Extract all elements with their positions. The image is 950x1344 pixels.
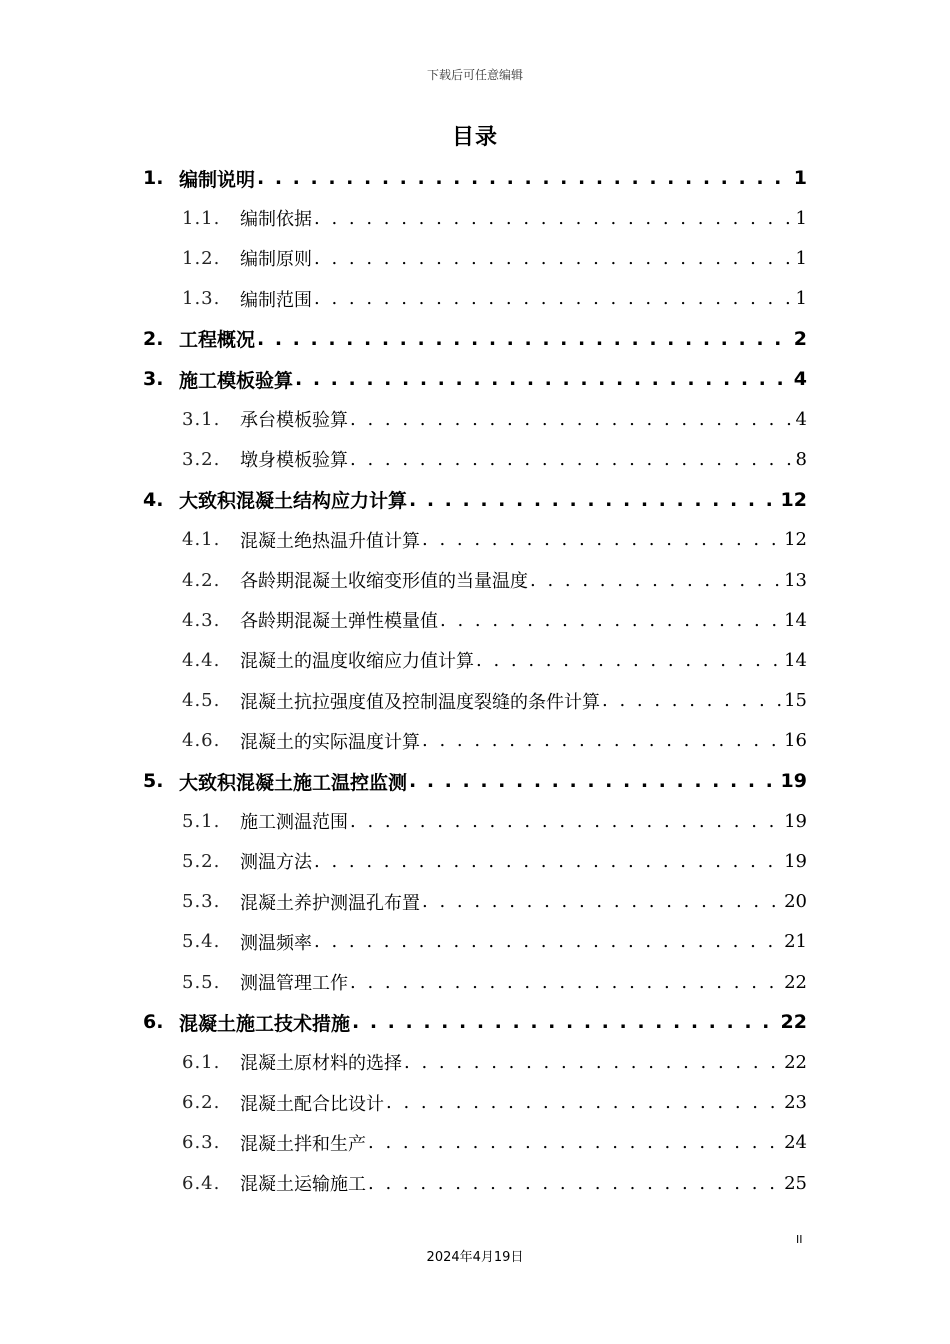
toc-entry-number: 4.4. (182, 649, 221, 671)
toc-dot-leader (312, 208, 794, 229)
toc-entry[interactable] (143, 158, 807, 198)
toc-entry[interactable] (182, 1123, 807, 1163)
toc-dot-leader (420, 730, 782, 751)
toc-entry[interactable] (182, 399, 807, 439)
toc-entry[interactable] (182, 1083, 807, 1123)
toc-dot-leader (255, 167, 792, 189)
toc-entry[interactable] (182, 520, 807, 560)
toc-entry-number: 4. (143, 488, 164, 511)
toc-entry[interactable] (182, 439, 807, 479)
toc-entry-page: 12 (784, 529, 807, 551)
toc-entry-page: 20 (784, 891, 807, 913)
toc-entry-title: 各龄期混凝土收缩变形值的当量温度 (240, 571, 528, 592)
toc-dot-leader (312, 851, 782, 872)
page-number: II (796, 1233, 803, 1246)
toc-dot-leader (407, 770, 779, 792)
toc-entry-title: 测温方法 (240, 852, 312, 874)
toc-entry-page: 23 (784, 1092, 807, 1114)
toc-entry[interactable] (182, 198, 807, 238)
toc-entry-page: 14 (784, 649, 807, 671)
toc-dot-leader (312, 288, 794, 309)
toc-entry-number: 3.2. (182, 448, 221, 470)
toc-entry[interactable] (182, 560, 807, 600)
toc-entry-title: 编制范围 (240, 289, 312, 311)
toc-entry-title: 混凝土的实际温度计算 (240, 731, 420, 753)
toc-dot-leader (474, 650, 782, 671)
toc-entry-page: 13 (784, 569, 807, 591)
toc-entry-title: 施工测温范围 (240, 812, 348, 834)
toc-dot-leader (438, 610, 782, 631)
toc-entry-page: 1 (795, 288, 807, 310)
toc-entry-page: 15 (784, 690, 807, 712)
toc-entry[interactable] (182, 1042, 807, 1082)
header-note: 下载后可任意编辑 (426, 68, 523, 82)
toc-entry-number: 6.2. (182, 1092, 221, 1114)
toc-entry-number: 3.1. (182, 408, 221, 430)
toc-entry-page: 1 (795, 207, 807, 229)
toc-entry-page: 12 (780, 488, 807, 511)
toc-entry-title: 墩身模板验算 (240, 450, 348, 472)
toc-dot-leader (255, 328, 792, 350)
toc-entry-title: 测温频率 (240, 932, 312, 954)
toc-entry-number: 6.3. (182, 1132, 221, 1154)
toc-entry-title: 混凝土配合比设计 (240, 1093, 384, 1115)
toc-entry[interactable] (182, 841, 807, 881)
toc-dot-leader (348, 449, 794, 470)
toc-dot-leader (420, 891, 782, 912)
toc-entry-title: 大致积混凝土结构应力计算 (179, 490, 408, 513)
toc-entry-page: 19 (780, 770, 807, 792)
toc-entry-number: 4.2. (182, 569, 221, 591)
toc-entry-page: 25 (784, 1172, 807, 1194)
toc-dot-leader (293, 368, 792, 390)
toc-dot-leader (407, 489, 779, 511)
toc-dot-leader (348, 409, 794, 430)
toc-entry[interactable] (182, 721, 807, 761)
toc-dot-leader (384, 1092, 782, 1113)
toc-entry[interactable] (143, 761, 807, 801)
toc-dot-leader (366, 1132, 782, 1153)
toc-entry-number: 5.4. (182, 931, 221, 953)
toc-entry[interactable] (143, 359, 807, 399)
toc-entry-number: 1.2. (182, 247, 221, 269)
toc-entry-title: 工程概况 (179, 329, 256, 352)
toc-entry-title: 混凝土施工技术措施 (179, 1012, 351, 1035)
toc-entry-number: 6.1. (182, 1051, 221, 1073)
toc-entry-number: 5.3. (182, 891, 221, 913)
toc-entry[interactable] (182, 279, 807, 319)
toc-entry[interactable] (143, 319, 807, 359)
toc-entry-title: 混凝土抗拉强度值及控制温度裂缝的条件计算 (240, 691, 600, 713)
toc-dot-leader (600, 690, 782, 711)
toc-entry-title: 编制说明 (179, 168, 256, 191)
toc-entry-number: 5. (143, 770, 164, 792)
toc-entry-number: 6.4. (182, 1172, 221, 1194)
toc-entry[interactable] (182, 238, 807, 278)
toc-entry-number: 5.2. (182, 850, 221, 872)
toc-entry-number: 3. (143, 368, 164, 390)
toc-entry-page: 19 (784, 850, 807, 872)
toc-entry-number: 1.1. (182, 207, 221, 229)
toc-dot-leader (350, 1011, 779, 1033)
toc-entry-number: 4.1. (182, 529, 221, 551)
toc-entry[interactable] (182, 922, 807, 962)
toc-entry-number: 1.3. (182, 288, 221, 310)
toc-entry-number: 2. (143, 327, 164, 350)
toc-entry-title: 混凝土的温度收缩应力值计算 (240, 651, 474, 673)
toc-title: 目录 (451, 125, 498, 150)
toc-entry-page: 22 (784, 971, 807, 993)
toc-entry-number: 4.6. (182, 730, 221, 752)
toc-entry-page: 14 (784, 609, 807, 631)
toc-entry-page: 22 (784, 1051, 807, 1073)
toc-entry-title: 编制原则 (240, 249, 312, 271)
toc-entry-page: 8 (795, 448, 807, 470)
toc-entry-number: 4.3. (182, 609, 221, 631)
toc-entry-number: 1. (143, 167, 164, 189)
toc-entry-title: 承台模板验算 (240, 410, 348, 432)
toc-entry-title: 混凝土拌和生产 (240, 1133, 366, 1155)
toc-entry-number: 5.5. (182, 971, 221, 993)
toc-entry-number: 4.5. (182, 690, 221, 712)
toc-dot-leader (528, 570, 782, 591)
toc-entry-page: 22 (780, 1011, 807, 1034)
toc-entry-title: 混凝土养护测温孔布置 (240, 892, 420, 914)
toc-entry-page: 4 (795, 408, 807, 430)
toc-entry[interactable] (182, 962, 807, 1002)
toc-dot-leader (420, 529, 782, 550)
toc-entry-title: 各龄期混凝土弹性模量值 (240, 611, 438, 633)
toc-entry-title: 混凝土原材料的选择 (240, 1053, 402, 1075)
toc-entry-number: 5.1. (182, 810, 221, 832)
toc-entry-title: 混凝土运输施工 (240, 1174, 366, 1195)
toc-entry-page: 1 (793, 167, 807, 189)
toc-entry-page: 19 (784, 810, 807, 832)
toc-entry-page: 16 (784, 730, 807, 752)
toc-entry-page: 24 (784, 1132, 807, 1154)
toc-entry[interactable] (182, 801, 807, 841)
toc-entry-title: 测温管理工作 (240, 973, 348, 994)
toc-dot-leader (348, 811, 782, 832)
toc-entry[interactable] (182, 600, 807, 640)
toc-entry-page: 21 (784, 931, 807, 953)
toc-entry[interactable] (143, 480, 807, 520)
toc-dot-leader (366, 1173, 782, 1194)
toc-entry-title: 编制依据 (240, 209, 312, 231)
toc-entry[interactable] (182, 640, 807, 680)
toc-dot-leader (312, 931, 782, 952)
toc-entry-page: 2 (793, 327, 807, 350)
toc-entry-page: 1 (795, 247, 807, 269)
toc-entry-title: 施工模板验算 (179, 369, 294, 392)
toc-entry-number: 6. (143, 1011, 164, 1034)
toc-entry[interactable] (182, 681, 807, 721)
toc-entry[interactable] (182, 882, 807, 922)
toc-dot-leader (402, 1052, 782, 1073)
toc-dot-leader (348, 972, 782, 993)
footer-date: 2024年4月19日 (426, 1250, 524, 1265)
toc-dot-leader (312, 248, 794, 269)
toc-entry[interactable] (143, 1002, 807, 1042)
toc-entry-page: 4 (793, 368, 807, 390)
toc-entry[interactable] (182, 1163, 807, 1203)
toc-entry-title: 大致积混凝土施工温控监测 (179, 771, 408, 794)
toc-entry-title: 混凝土绝热温升值计算 (240, 530, 420, 552)
